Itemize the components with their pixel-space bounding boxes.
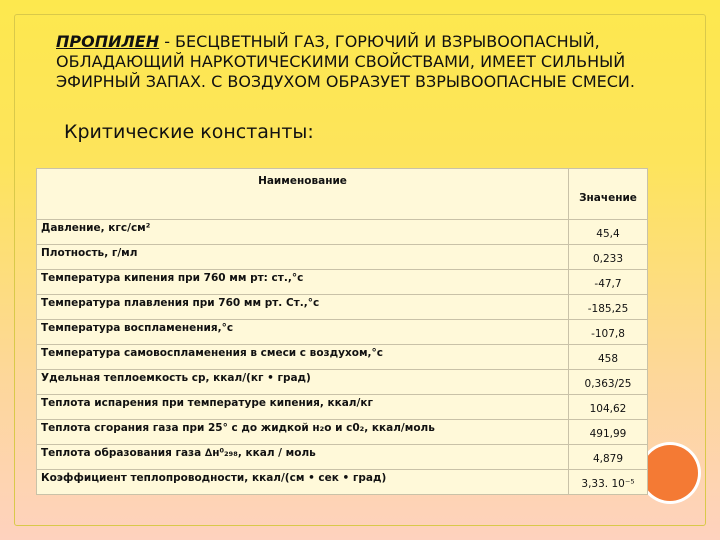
table-row — [37, 420, 648, 445]
row-value: 491,99 — [569, 420, 648, 445]
row-name: Давление, кгс/см² — [37, 220, 569, 245]
row-value: -185,25 — [569, 295, 648, 320]
row-name: Коэффициент теплопроводности, ккал/(см • сек • град) — [37, 470, 569, 495]
row-name: Температура воспламенения,°с — [37, 320, 569, 345]
decorative-circle — [642, 445, 698, 501]
row-value: 0,233 — [569, 245, 648, 270]
table-row — [37, 395, 648, 420]
heading-text: - БЕСЦВЕТНЫЙ ГАЗ, ГОРЮЧИЙ И ВЗРЫВООПАСНЫЙ, ОБЛАДАЮЩИЙ НАРКОТИЧЕСКИМИ СВОЙСТВАМИ, ИМЕЕТ СИЛЬНЫЙ ЭФИРНЫЙ ЗАПАХ. С ВОЗДУХОМ ОБРАЗУЕТ ВЗРЫВООПАСНЫЕ СМЕСИ. — [56, 32, 635, 91]
row-name: Теплота образования газа ∆н⁰₂₉₈, ккал / моль — [37, 445, 569, 470]
table-row — [37, 220, 648, 245]
table-row — [37, 245, 648, 270]
row-value: 45,4 — [569, 220, 648, 245]
table-row — [37, 320, 648, 345]
row-name: Температура кипения при 760 мм рт: ст.,°с — [37, 270, 569, 295]
row-name: Температура самовоспламенения в смеси с воздухом,°с — [37, 345, 569, 370]
row-value: -47,7 — [569, 270, 648, 295]
row-value: 458 — [569, 345, 648, 370]
table-row — [37, 345, 648, 370]
table-row — [37, 295, 648, 320]
row-name: Плотность, г/мл — [37, 245, 569, 270]
subtitle: Критические константы: — [64, 121, 314, 143]
row-value: 104,62 — [569, 395, 648, 420]
table-header-row — [37, 169, 648, 220]
row-value: 0,363/25 — [569, 370, 648, 395]
header-name: Наименование — [37, 169, 569, 220]
table-row — [37, 445, 648, 470]
row-value: -107,8 — [569, 320, 648, 345]
heading-term: ПРОПИЛЕН — [56, 32, 160, 51]
row-name: Теплота сгорания газа при 25° с до жидкой н₂о и с0₂, ккал/моль — [37, 420, 569, 445]
table-row — [37, 470, 648, 495]
table-row — [37, 270, 648, 295]
constants-table — [36, 168, 648, 495]
header-value: Значение — [569, 169, 648, 220]
slide-heading — [56, 32, 656, 92]
row-value: 3,33. 10⁻⁵ — [569, 470, 648, 495]
row-name: Теплота испарения при температуре кипения, ккал/кг — [37, 395, 569, 420]
table-row — [37, 370, 648, 395]
row-value: 4,879 — [569, 445, 648, 470]
row-name: Удельная теплоемкость ср, ккал/(кг • град) — [37, 370, 569, 395]
row-name: Температура плавления при 760 мм рт. Ст.,°с — [37, 295, 569, 320]
